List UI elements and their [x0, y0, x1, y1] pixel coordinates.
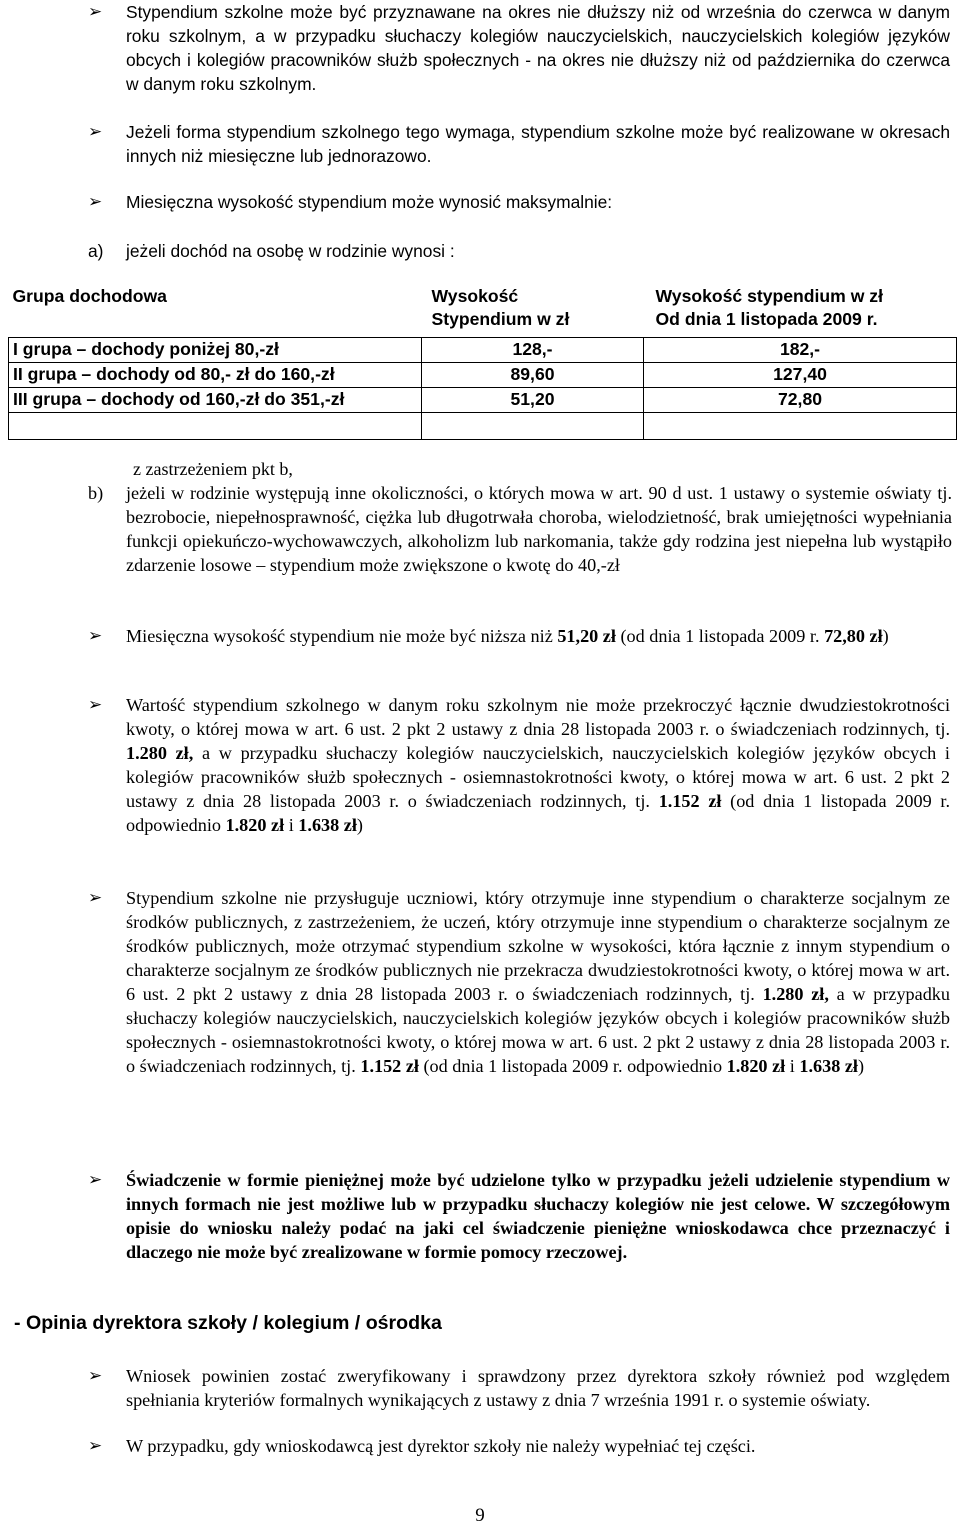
cell-amount: 128,-	[422, 338, 644, 363]
arrow-bullet-icon: ➢	[88, 1366, 103, 1386]
header-amount-line2: Stypendium w zł	[431, 309, 570, 329]
arrow-bullet-icon: ➢	[88, 888, 103, 908]
paragraph-period: Stypendium szkolne może być przyznawane na okres nie dłuższy niż od września do czerwca w danym roku szkolnym, a w przypadku słuchaczy kolegiów nauczycielskich, nauczycielskich kolegiów języków obcych i kolegiów pracowników służb społecznych - na okres nie dłuższy niż od października do czerwca w danym roku szkolnym.	[126, 2, 950, 94]
page-number: 9	[475, 1505, 485, 1526]
arrow-bullet-icon: ➢	[88, 122, 103, 142]
cell-amount	[422, 413, 644, 440]
text-run: )	[882, 626, 889, 646]
sub-a-marker: a)	[88, 241, 104, 261]
sub-b-marker: b)	[88, 483, 104, 503]
header-amount-2009-line2: Od dnia 1 listopada 2009 r.	[655, 309, 878, 329]
text-run: )	[356, 815, 363, 835]
text-run: a w przypadku słuchaczy kolegiów nauczycielskich, nauczycielskich kolegiów języków obcych i kolegiów pracowników służb społecznych - osiemnastokrotności kwoty, o której mowa w art. 6 ust. 2 pkt 2 ustawy z dnia 28 listopada 2003 r. o świadczeniach rodzinnych, tj.	[126, 743, 950, 811]
sub-b-text: jeżeli w rodzinie występują inne okoliczności, o których mowa w art. 90 d ust. 1 ustawy o systemie oświaty tj. bezrobocie, niepełnosprawność, ciężka lub długotrwała choroba, wielodzietność, brak umiejętności wypełniania funkcji opiekuńczo-wychowawczych, alkoholizm lub narkomania, także gdy rodzina jest niepełna lub wystąpiło zdarzenie losowe – stypendium może zwiększone o kwotę do 40,-zł	[126, 483, 952, 575]
paragraph-max-amount: Miesięczna wysokość stypendium może wynosić maksymalnie:	[126, 192, 613, 212]
paragraph-min-amount	[126, 624, 950, 648]
header-amount-2009	[644, 282, 957, 338]
cell-group: II grupa – dochody od 80,- zł do 160,-zł	[9, 363, 422, 388]
arrow-bullet-icon: ➢	[88, 2, 103, 22]
header-group-label: Grupa dochodowa	[12, 286, 167, 306]
paragraph-verification: Wniosek powinien zostać zweryfikowany i sprawdzony przez dyrektora szkoły również pod względem spełniania kryteriów formalnych wynikających z ustawy z dnia 7 września 1991 r. o systemie oświaty.	[126, 1366, 950, 1410]
table-header-row	[9, 282, 957, 338]
amount-bold: 1.280 zł,	[762, 984, 829, 1004]
arrow-bullet-icon: ➢	[88, 695, 103, 715]
cell-amount: 51,20	[422, 388, 644, 413]
table-row	[9, 363, 957, 388]
cell-amount-2009: 182,-	[644, 338, 957, 363]
paragraph-other-scholarship	[126, 886, 950, 1078]
cell-group: III grupa – dochody od 160,-zł do 351,-zł	[9, 388, 422, 413]
header-amount	[422, 282, 644, 338]
cell-group	[9, 413, 422, 440]
amount-bold: 1.638 zł	[298, 815, 357, 835]
text-run: a w przypadku słuchaczy kolegiów nauczycielskich, nauczycielskich kolegiów języków obcych i kolegiów pracowników służb społecznych - osiemnastokrotności kwoty, o której mowa w art. 6 ust. 2 pkt 2 ustawy z dnia 28 listopada 2003 r. o świadczeniach rodzinnych, tj.	[126, 984, 950, 1076]
arrow-bullet-icon: ➢	[88, 1170, 103, 1190]
arrow-bullet-icon: ➢	[88, 192, 103, 212]
cell-group: I grupa – dochody poniżej 80,-zł	[9, 338, 422, 363]
sub-a-text: jeżeli dochód na osobę w rodzinie wynosi :	[126, 241, 455, 261]
amount-bold: 1.638 zł	[799, 1056, 858, 1076]
reservation-note: z zastrzeżeniem pkt b,	[133, 459, 293, 479]
amount-bold: 1.820 zł	[225, 815, 285, 835]
paragraph-cash-benefit: Świadczenie w formie pieniężnej może być udzielone tylko w przypadku jeżeli udzielenie stypendium w innych formach nie jest możliwe lub w przypadku słuchaczy kolegiów nie jest celowe. W szczegółowym opisie do wniosku należy podać na jaki cel świadczenie pieniężne wnioskodawca chce przeznaczyć i dlaczego nie może być zrealizowane w formie pomocy rzeczowej.	[126, 1170, 950, 1262]
section-heading: - Opinia dyrektora szkoły / kolegium / ośrodka	[14, 1312, 442, 1334]
header-group	[9, 282, 422, 338]
cell-amount: 89,60	[422, 363, 644, 388]
amount-bold: 51,20 zł	[557, 626, 616, 646]
text-run: i	[284, 815, 299, 835]
text-run: )	[857, 1056, 865, 1076]
text-run: (od dnia 1 listopada 2009 r. odpowiednio	[126, 791, 950, 835]
amount-bold: 1.820 zł	[726, 1056, 786, 1076]
paragraph-annual-limit	[126, 693, 950, 837]
arrow-bullet-icon: ➢	[88, 1436, 103, 1456]
cell-amount-2009: 72,80	[644, 388, 957, 413]
amount-bold: 1.280 zł,	[126, 743, 194, 763]
paragraph-form: Jeżeli forma stypendium szkolnego tego wymaga, stypendium szkolne może być realizowane w okresach innych niż miesięczne lub jednorazowo.	[126, 122, 950, 166]
text-run: Miesięczna wysokość stypendium nie może być niższa niż	[126, 626, 558, 646]
cell-amount-2009	[644, 413, 957, 440]
table-row	[9, 338, 957, 363]
cell-amount-2009: 127,40	[644, 363, 957, 388]
text-run: (od dnia 1 listopada 2009 r.	[615, 626, 825, 646]
table-row-empty	[9, 413, 957, 440]
amount-bold: 72,80 zł	[824, 626, 883, 646]
arrow-bullet-icon: ➢	[88, 626, 103, 646]
header-amount-2009-line1: Wysokość stypendium w zł	[655, 286, 883, 306]
text-run: Stypendium szkolne nie przysługuje uczniowi, który otrzymuje inne stypendium o charakterze socjalnym ze środków publicznych, z zastrzeżeniem, że uczeń, który otrzymuje inne stypendium o charakterze socjalnym ze środków publicznych, może otrzymać stypendium szkolne w wysokości, która łącznie z innym stypendium o charakterze socjalnym ze środków publicznych nie przekracza dwudziestokrotności kwoty, o której mowa w art. 6 ust. 2 pkt 2 ustawy z dnia 28 listopada 2003 r. o świadczeniach rodzinnych, tj.	[126, 888, 950, 1004]
amount-bold: 1.152 zł	[658, 791, 722, 811]
income-group-table	[8, 282, 957, 440]
paragraph-director-note: W przypadku, gdy wnioskodawcą jest dyrektor szkoły nie należy wypełniać tej części.	[126, 1436, 756, 1456]
amount-bold: 1.152 zł	[360, 1056, 419, 1076]
text-run: (od dnia 1 listopada 2009 r. odpowiednio	[418, 1056, 727, 1076]
table-row	[9, 388, 957, 413]
header-amount-line1: Wysokość	[431, 286, 519, 306]
text-run: i	[785, 1056, 800, 1076]
text-run: Wartość stypendium szkolnego w danym roku szkolnym nie może przekroczyć łącznie dwudziestokrotności kwoty, o której mowa w art. 6 ust. 2 pkt 2 ustawy z dnia 28 listopada 2003 r. o świadczeniach rodzinnych, tj.	[126, 695, 950, 739]
